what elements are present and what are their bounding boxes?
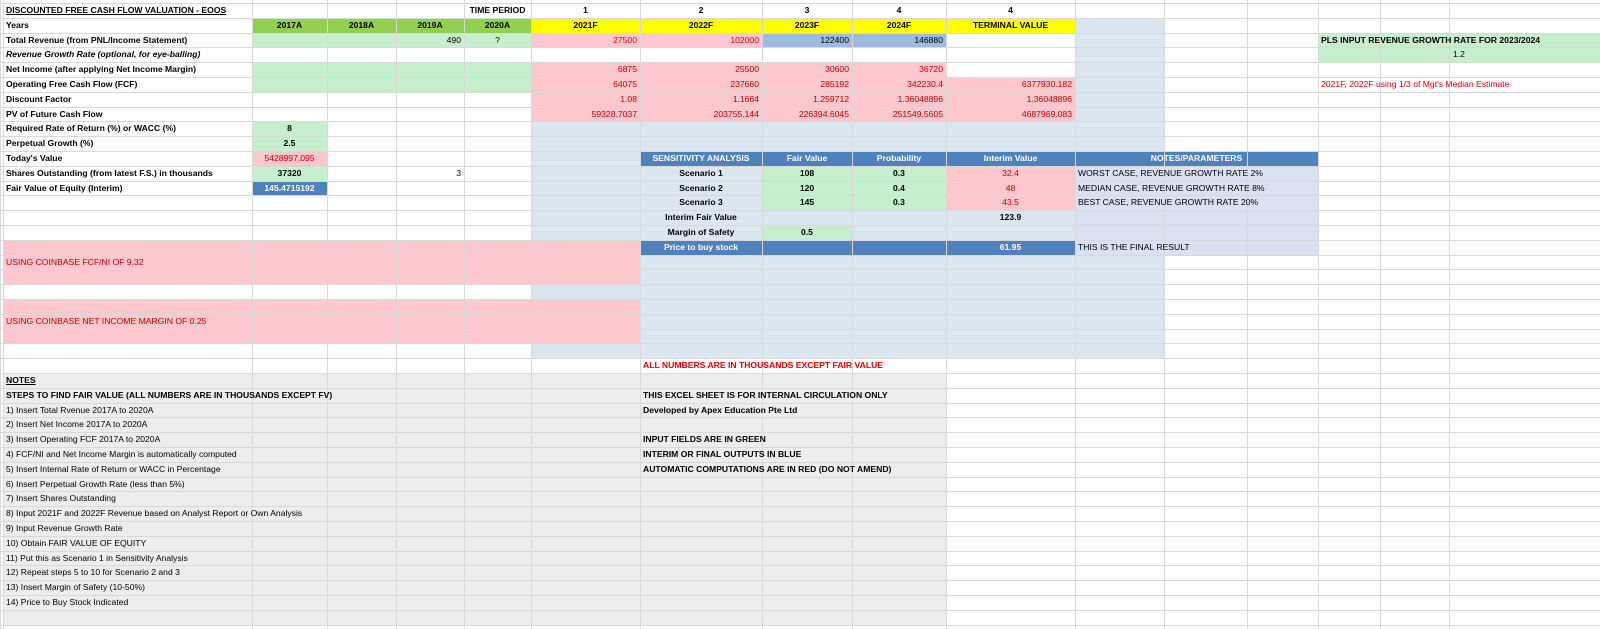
growth-input-value[interactable]: 1.2 [1453, 49, 1465, 60]
scenario-fair-value[interactable]: 120 [799, 182, 815, 193]
notes-step: 11) Put this as Scenario 1 in Sensitivity Analysis [6, 552, 188, 563]
coinbase-fcf-note: USING COINBASE FCF/NI OF 9.32 [6, 256, 144, 267]
price-value[interactable]: 61.95 [999, 241, 1022, 252]
scenario-interim[interactable]: 43.5 [1002, 197, 1019, 208]
fcf-forecast[interactable]: 64075 [613, 79, 637, 90]
period-number: 3 [804, 5, 810, 16]
net-income-label: Net Income (after applying Net Income Margin) [6, 64, 197, 75]
discount-forecast[interactable]: 1.36048896 [897, 93, 943, 104]
scenario-probability[interactable]: 0.3 [893, 197, 905, 208]
scenario-fair-value[interactable]: 145 [799, 197, 815, 208]
interim-value-header: Interim Value [983, 153, 1038, 164]
info-line: Developed by Apex Education Pte Ltd [643, 404, 798, 415]
thousands-note: ALL NUMBERS ARE IN THOUSANDS EXCEPT FAIR VALUE [643, 360, 884, 371]
blank-fill [946, 62, 1075, 77]
interim-fair-value[interactable]: 123.9 [999, 212, 1022, 223]
discount-forecast[interactable]: 1.08 [620, 93, 637, 104]
grid-hline [0, 210, 1600, 211]
notes-step: 2) Insert Net Income 2017A to 2020A [6, 419, 148, 430]
notes-step: 4) FCF/NI and Net Income Margin is automatically computed [6, 449, 237, 460]
info-line: INTERIM OR FINAL OUTPUTS IN BLUE [643, 449, 802, 460]
notes-step: 13) Insert Margin of Safety (10-50%) [6, 582, 145, 593]
year-header[interactable]: 2024F [886, 19, 912, 30]
pv-forecast[interactable]: 251549.5605 [892, 108, 943, 119]
interim-fair-label: Interim Fair Value [665, 212, 737, 223]
grid-hline [0, 610, 1600, 611]
notes-step: 6) Insert Perpetual Growth Rate (less than 5%) [6, 478, 185, 489]
notes-step: 10) Obtain FAIR VALUE OF EQUITY [6, 537, 147, 548]
notes-heading: NOTES [6, 375, 36, 386]
discount-terminal[interactable]: 1.36048896 [1026, 93, 1072, 104]
scenario-probability[interactable]: 0.3 [893, 167, 905, 178]
shares-input[interactable]: 37320 [277, 167, 302, 178]
year-header[interactable]: 2017A [276, 19, 303, 30]
fcf-forecast[interactable]: 237660 [730, 79, 759, 90]
fcf-terminal[interactable]: 6377930.182 [1021, 79, 1072, 90]
period-number: 2 [698, 5, 704, 16]
scenario-probability[interactable]: 0.4 [893, 182, 905, 193]
info-line: AUTOMATIC COMPUTATIONS ARE IN RED (DO NOT AMEND) [643, 463, 892, 474]
wacc-input[interactable]: 8 [287, 123, 292, 134]
forecast-note: 2021F, 2022F using 1/3 of Mgt's Median Estimate [1321, 79, 1510, 90]
blank-fill [946, 47, 1075, 62]
perpetual-label: Perpetual Growth (%) [6, 138, 94, 149]
notes-step: 12) Repeat steps 5 to 10 for Scenario 2 and 3 [6, 567, 180, 578]
shares-label: Shares Outstanding (from latest F.S.) in thousands [6, 167, 213, 178]
time-period-label: TIME PERIOD [469, 5, 526, 16]
pv-forecast[interactable]: 59328.7037 [591, 108, 637, 119]
year-header[interactable]: 2020A [484, 19, 511, 30]
scenario-note: MEDIAN CASE, REVENUE GROWTH RATE 8% [1078, 182, 1265, 193]
year-header[interactable]: 2023F [794, 19, 820, 30]
grid-hline [0, 284, 1600, 285]
scenario-interim[interactable]: 48 [1005, 182, 1016, 193]
fair-value-label: Fair Value of Equity (Interim) [6, 182, 123, 193]
pv-label: PV of Future Cash Flow [6, 108, 103, 119]
scenario-fair-value[interactable]: 108 [799, 167, 815, 178]
probability-header: Probability [876, 153, 922, 164]
scenario-note: WORST CASE, REVENUE GROWTH RATE 2% [1078, 167, 1263, 178]
revenue-2019a[interactable]: 490 [446, 34, 461, 45]
revenue-label: Total Revenue (from PNL/Income Statement) [6, 34, 188, 45]
blank-fill [946, 33, 1075, 48]
margin-input[interactable]: 0.5 [801, 227, 813, 238]
notes-step: 1) Insert Total Rvenue 2017A to 2020A [6, 404, 154, 415]
growth-input-title: PLS INPUT REVENUE GROWTH RATE FOR 2023/2024 [1321, 34, 1541, 45]
revenue-2020a[interactable]: ? [495, 34, 500, 45]
discount-label: Discount Factor [6, 93, 72, 104]
fcf-forecast[interactable]: 342230.4 [907, 79, 943, 90]
period-number: 1 [583, 5, 588, 16]
notes-step: 14) Price to Buy Stock Indicated [6, 597, 129, 608]
revenue-forecast[interactable]: 27500 [613, 34, 637, 45]
revenue-forecast[interactable]: 102000 [730, 34, 759, 45]
notes-subheading: STEPS TO FIND FAIR VALUE (ALL NUMBERS ARE IN THOUSANDS EXCEPT FV) [6, 389, 333, 400]
shares-extra[interactable]: 3 [456, 167, 461, 178]
discount-forecast[interactable]: 1.1664 [732, 93, 759, 104]
growth-label: Revenue Growth Rate (optional, for eye-balling) [6, 49, 201, 60]
notes-step: 9) Input Revenue Growth Rate [6, 523, 123, 534]
blank-fill [1075, 373, 1164, 625]
info-line: INPUT FIELDS ARE IN GREEN [643, 434, 766, 445]
wacc-label: Required Rate of Return (%) or WACC (%) [6, 123, 176, 134]
fcf-forecast[interactable]: 285192 [820, 79, 849, 90]
net_income-forecast[interactable]: 6875 [617, 64, 637, 75]
pv-forecast[interactable]: 203755.144 [713, 108, 759, 119]
years-label: Years [6, 19, 29, 30]
grid-hline [0, 343, 1600, 344]
pv-terminal[interactable]: 4687969.083 [1021, 108, 1072, 119]
notes-header: NOTES/PARAMETERS [1150, 153, 1243, 164]
sensitivity-header: SENSITIVITY ANALYSIS [652, 153, 750, 164]
pv-forecast[interactable]: 226394.6045 [798, 108, 849, 119]
fair-value-output[interactable]: 145.4715192 [264, 182, 315, 193]
grid-hline [0, 625, 1600, 626]
year-header[interactable]: 2018A [348, 19, 375, 30]
scenario-interim[interactable]: 32.4 [1002, 167, 1019, 178]
scenario-note: BEST CASE, REVENUE GROWTH RATE 20% [1078, 197, 1259, 208]
terminal-header[interactable]: TERMINAL VALUE [972, 19, 1049, 30]
final-note: THIS IS THE FINAL RESULT [1078, 241, 1190, 252]
revenue-forecast[interactable]: 122400 [820, 34, 849, 45]
perpetual-input[interactable]: 2.5 [283, 138, 296, 149]
fair-value-header: Fair Value [786, 153, 828, 164]
coinbase-margin-note: USING COINBASE NET INCOME MARGIN OF 0.25 [6, 315, 207, 326]
period-number: 4 [1008, 5, 1013, 16]
year-header[interactable]: 2021F [573, 19, 598, 30]
year-header[interactable]: 2022F [688, 19, 714, 30]
revenue-forecast[interactable]: 146880 [914, 34, 943, 45]
net_income-forecast[interactable]: 36720 [919, 64, 943, 75]
notes-step: 7) Insert Shares Outstanding [6, 493, 116, 504]
scenario-name: Scenario 2 [679, 182, 723, 193]
margin-label: Margin of Safety [667, 227, 735, 238]
scenario-name: Scenario 3 [679, 197, 723, 208]
notes-step: 3) Insert Operating FCF 2017A to 2020A [6, 434, 161, 445]
today-value[interactable]: 5428997.095 [264, 153, 315, 164]
scenario-name: Scenario 1 [679, 167, 723, 178]
net_income-forecast[interactable]: 30600 [825, 64, 849, 75]
notes-step: 5) Insert Internal Rate of Return or WACC in Percentage [6, 463, 221, 474]
period-number: 4 [896, 5, 902, 16]
net_income-forecast[interactable]: 25500 [735, 64, 759, 75]
info-line: THIS EXCEL SHEET IS FOR INTERNAL CIRCULATION ONLY [643, 389, 888, 400]
fcf-label: Operating Free Cash Flow (FCF) [6, 79, 138, 90]
price-label: Price to buy stock [663, 241, 739, 252]
year-header[interactable]: 2019A [417, 19, 443, 30]
blank-fill [531, 47, 946, 62]
sheet-title: DISCOUNTED FREE CASH FLOW VALUATION - EOOS [6, 5, 227, 16]
discount-forecast[interactable]: 1.259712 [813, 93, 849, 104]
today-value-label: Today's Value [6, 153, 63, 164]
notes-step: 8) Input 2021F and 2022F Revenue based on Analyst Report or Own Analysis [6, 508, 303, 519]
